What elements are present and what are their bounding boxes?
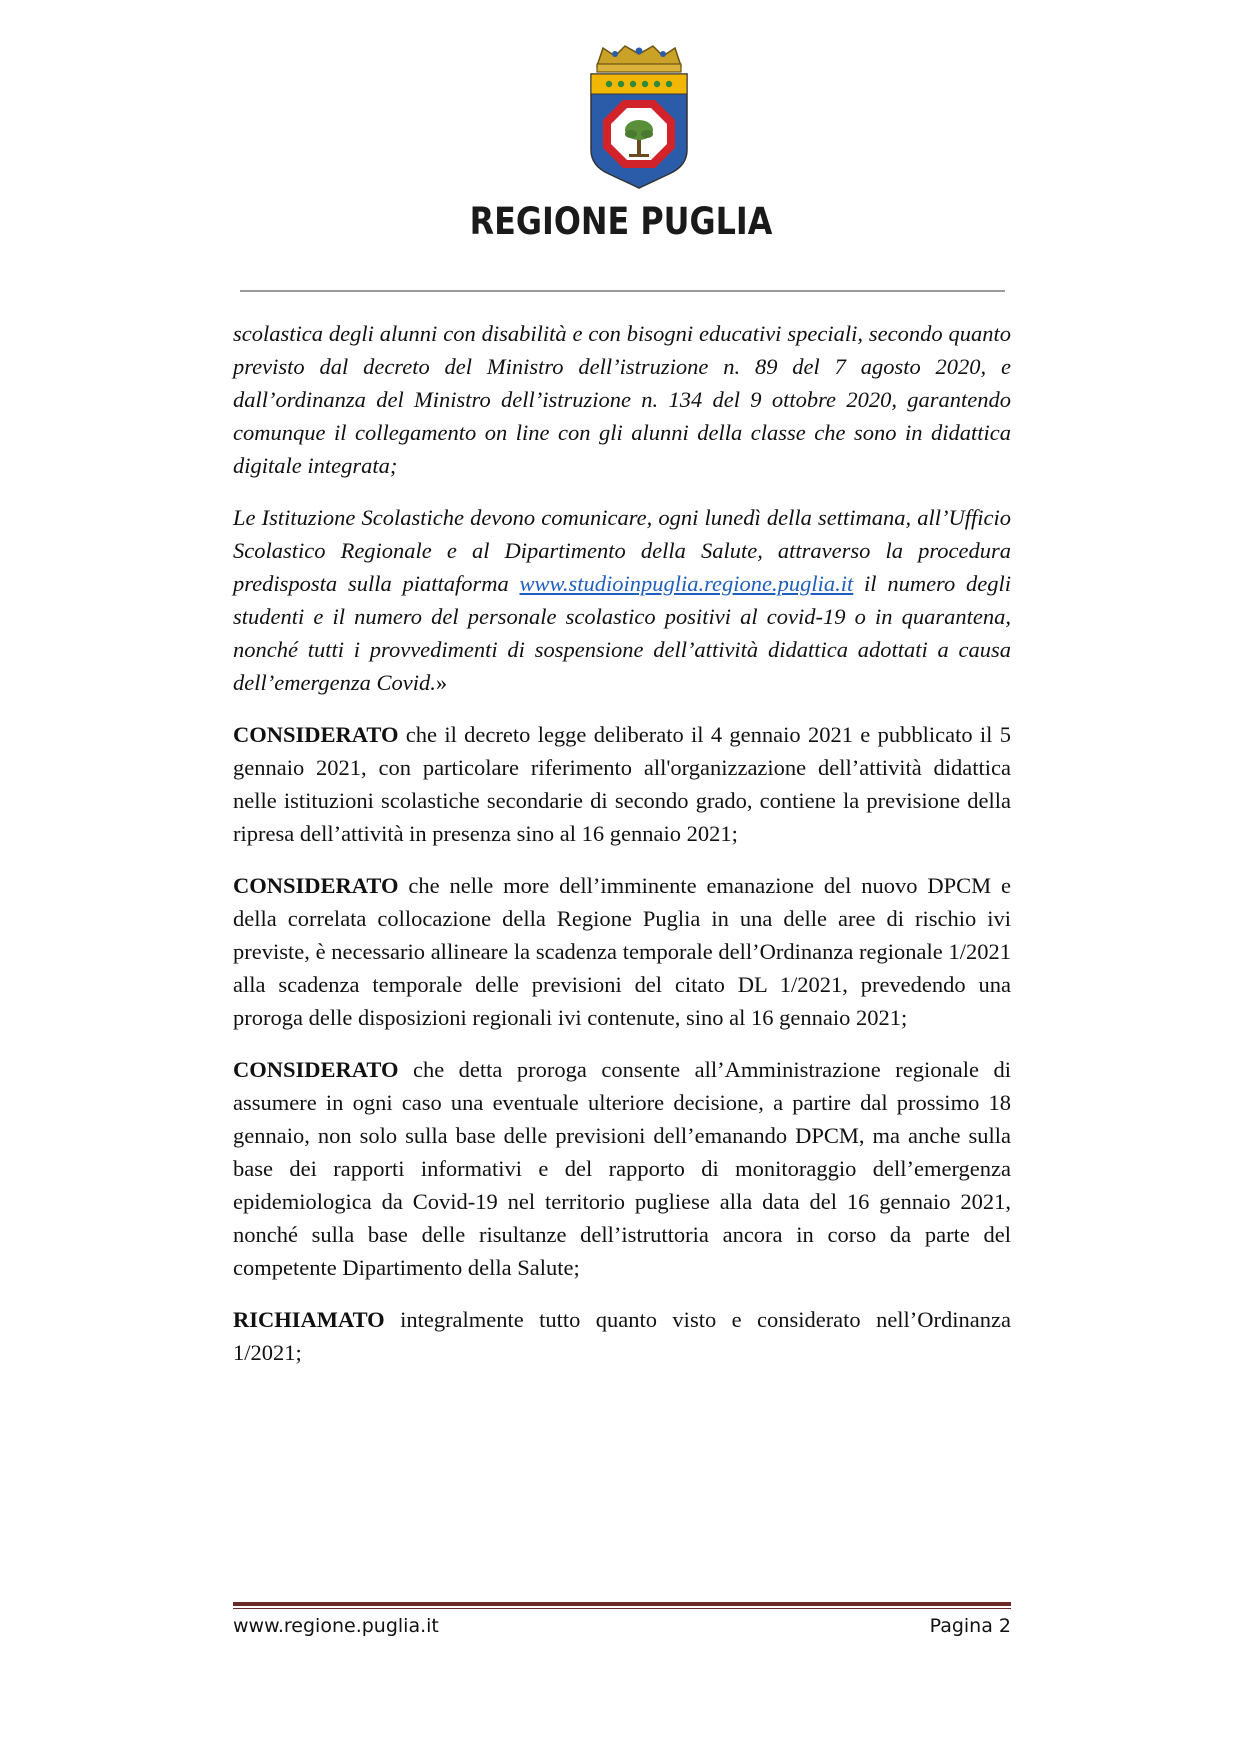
footer-divider-thin — [233, 1608, 1011, 1609]
closing-quote: » — [435, 670, 448, 695]
considerato-lead-2: CONSIDERATO — [233, 873, 399, 898]
footer-website: www.regione.puglia.it — [233, 1615, 439, 1637]
richiamato-lead: RICHIAMATO — [233, 1307, 385, 1332]
considerato-text-1: che il decreto legge deliberato il 4 gennaio 2021 e pubblicato il 5 gennaio 2021, con particolare riferimento all'organizzazione dell’attività didattica nelle istituzioni scolastiche secondarie di secondo grado, contiene la previsione della ripresa dell’attività in presenza sino al 16 gennaio 2021; — [233, 722, 1011, 846]
paragraph-richiamato — [233, 1303, 1011, 1369]
page-footer — [233, 1615, 1011, 1637]
considerato-lead-1: CONSIDERATO — [233, 722, 399, 747]
header-divider — [240, 290, 1005, 292]
richiamato-text: integralmente tutto quanto visto e considerato nell’Ordinanza 1/2021; — [233, 1307, 1011, 1365]
document-body — [233, 317, 1011, 1369]
considerato-lead-3: CONSIDERATO — [233, 1057, 399, 1082]
regione-puglia-emblem-icon — [587, 44, 691, 190]
paragraph-2-text-b: il numero degli studenti e il numero del personale scolastico positivi al covid-19 o in quarantena, nonché tutti i provvedimenti di sospensione dell’attività didattica adottati a causa dell’emergenza Covid. — [233, 571, 1011, 695]
considerato-text-3: che detta proroga consente all’Amministrazione regionale di assumere in ogni caso una eventuale ulteriore decisione, a partire dal prossimo 18 gennaio, non solo sulla base delle previsioni dell’emanando DPCM, ma anche sulla base dei rapporti informativi e del rapporto di monitoraggio dell’emergenza epidemiologica da Covid-19 nel territorio pugliese alla data del 16 gennaio 2021, nonché sulla base delle risultanze dell’istruttoria ancora in corso da parte del competente Dipartimento della Salute; — [233, 1057, 1011, 1280]
region-name-logotype: REGIONE PUGLIA — [469, 200, 773, 243]
footer-page-number: Pagina 2 — [929, 1615, 1011, 1637]
paragraph-2-text-a: Le Istituzione Scolastiche devono comunicare, ogni lunedì della settimana, all’Ufficio Scolastico Regionale e al Dipartimento della Salute, attraverso la procedura predisposta sulla piattaforma — [233, 505, 1011, 596]
considerato-text-2: che nelle more dell’imminente emanazione del nuovo DPCM e della correlata collocazione della Regione Puglia in una delle aree di rischio ivi previste, è necessario allineare la scadenza temporale dell’Ordinanza regionale 1/2021 alla scadenza temporale delle previsioni del citato DL 1/2021, prevedendo una proroga delle disposizioni regionali ivi contenute, sino al 16 gennaio 2021; — [233, 873, 1011, 1030]
paragraph-considerato-1 — [233, 718, 1011, 850]
paragraph-considerato-2 — [233, 869, 1011, 1034]
paragraph-considerato-3 — [233, 1053, 1011, 1284]
footer-divider-thick — [233, 1602, 1011, 1606]
paragraph-2 — [233, 501, 1011, 699]
paragraph-1: scolastica degli alunni con disabilità e con bisogni educativi speciali, secondo quanto previsto dal decreto del Ministro dell’istruzione n. 89 del 7 agosto 2020, e dall’ordinanza del Ministro dell’istruzione n. 134 del 9 ottobre 2020, garantendo comunque il collegamento on line con gli alunni della classe che sono in didattica digitale integrata; — [233, 321, 1011, 478]
studioinpuglia-link[interactable]: www.studioinpuglia.regione.puglia.it — [519, 571, 854, 596]
